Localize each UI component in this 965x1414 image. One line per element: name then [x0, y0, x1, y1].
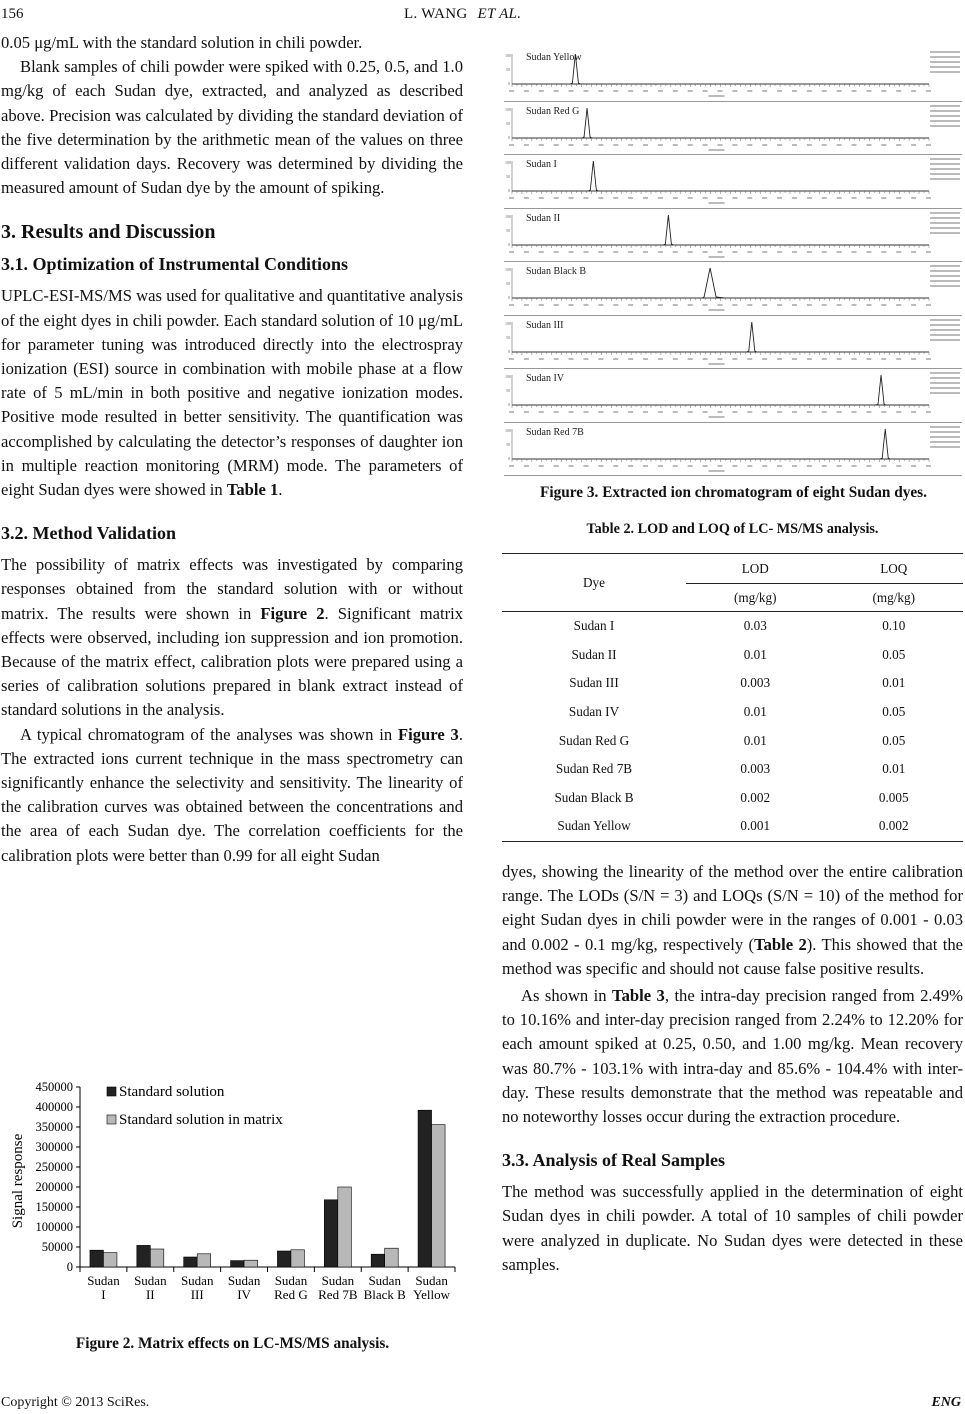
chromatogram-panel: [504, 209, 962, 263]
subsection-heading: 3.1. Optimization of Instrumental Conditions: [1, 254, 349, 275]
svg-text:350000: 350000: [35, 1120, 73, 1134]
cell-loq: 0.10: [882, 618, 906, 634]
text: . Significant matrix effects were observed, including ion suppression and ion promotion. Because of the matrix effect, calibration plots were prepared using a series of calibration solutions prepared in blank extract instead of standard solutions in the analysis.: [1, 603, 464, 720]
figure-2-bar-chart: [0, 1075, 470, 1320]
chromatogram-svg: [504, 369, 962, 421]
text: As shown in: [521, 986, 613, 1006]
chromatogram-panel: [504, 423, 962, 477]
svg-text:Black B: Black B: [363, 1287, 406, 1302]
chromatogram-panel: [504, 316, 962, 370]
svg-text:50: 50: [506, 120, 510, 126]
svg-text:50: 50: [506, 334, 510, 340]
table-2: [502, 553, 963, 842]
chromatogram-label: Sudan Red 7B: [526, 426, 584, 438]
chromatogram-info-box: [930, 319, 960, 344]
copyright: Copyright © 2013 SciRes.: [1, 1395, 150, 1410]
cell-lod: 0.01: [743, 646, 767, 662]
subsection-heading: 3.3. Analysis of Real Samples: [502, 1150, 726, 1171]
svg-text:Sudan: Sudan: [227, 1273, 261, 1288]
paragraph: [502, 984, 963, 1129]
section-heading: 3. Results and Discussion: [1, 221, 216, 244]
cell-dye: Sudan Red 7B: [555, 761, 633, 777]
cell-loq: 0.005: [878, 789, 909, 805]
chromatogram-label: Sudan Red G: [526, 105, 580, 117]
table-row: [502, 698, 963, 727]
svg-text:50: 50: [506, 388, 510, 393]
svg-text:150000: 150000: [35, 1200, 73, 1214]
left-column: [1, 31, 463, 868]
svg-text:200000: 200000: [35, 1180, 73, 1194]
svg-text:Standard solution in matrix: Standard solution in matrix: [119, 1112, 283, 1128]
text: ). This showed that the method was specific and should not cause false positive results.: [502, 934, 963, 978]
svg-text:250000: 250000: [35, 1160, 73, 1174]
svg-text:50: 50: [506, 281, 510, 286]
chromatogram-panel: [504, 262, 962, 316]
table-row: [502, 812, 963, 841]
svg-text:400000: 400000: [35, 1100, 73, 1114]
paragraph: Blank samples of chili powder were spiked with 0.25, 0.5, and 1.0 mg/kg of each Sudan dye, extracted, and analyzed as described above. Precision was calculated by dividing the standard deviation of the five determination by the arithmetic mean of the values on three different validation days. Recovery was determined by dividing the measured amount of Sudan dye by the amount of spiking.: [1, 57, 463, 198]
et-al: ET AL.: [477, 6, 522, 22]
table-row: [502, 612, 963, 641]
svg-text:50: 50: [506, 227, 510, 233]
text: .: [278, 480, 283, 500]
svg-text:0: 0: [508, 134, 510, 140]
cell-loq: 0.05: [882, 704, 906, 720]
svg-text:Standard solution: Standard solution: [119, 1084, 225, 1100]
svg-text:0: 0: [508, 455, 510, 461]
chromatogram-info-box: [930, 158, 960, 183]
cell-loq: 0.002: [825, 812, 964, 841]
svg-text:100: 100: [505, 213, 511, 219]
unit-header: (mg/kg): [686, 584, 825, 612]
svg-text:100: 100: [505, 160, 511, 165]
chromatogram-info-box: [930, 105, 960, 130]
svg-text:Sudan: Sudan: [415, 1273, 448, 1288]
chromatogram-label: Sudan Black B: [526, 266, 586, 277]
cell-dye: Sudan Red G: [558, 732, 630, 748]
cell-lod: 0.01: [743, 732, 767, 748]
chromatogram-info-box: [930, 372, 960, 397]
table-row: [502, 784, 963, 813]
paragraph: [1, 723, 463, 868]
cell-dye: Sudan Black B: [554, 789, 634, 805]
text: dyes, showing the linearity of the method over the entire calibration range. The LODs (S/N = 3) and LOQs (S/N = 10) of the method for eight Sudan dyes in chili powder were in the ranges of 0.001 - 0.03 and 0.002 - 0.1 mg/kg, respectively (: [502, 862, 963, 954]
text: A typical chromatogram of the analyses was shown in: [20, 724, 398, 744]
svg-text:50: 50: [506, 174, 510, 179]
svg-text:Sudan: Sudan: [87, 1273, 120, 1288]
svg-text:Red 7B: Red 7B: [318, 1287, 358, 1302]
svg-text:100: 100: [505, 53, 511, 58]
page-number: 156: [1, 6, 24, 22]
svg-text:Sudan: Sudan: [134, 1273, 167, 1288]
svg-text:Sudan: Sudan: [321, 1273, 355, 1288]
svg-text:III: III: [190, 1287, 204, 1302]
svg-text:100000: 100000: [35, 1220, 73, 1234]
svg-text:Sudan: Sudan: [180, 1273, 214, 1288]
svg-text:0: 0: [66, 1260, 73, 1274]
chromatogram-label: Sudan I: [526, 159, 557, 170]
chromatogram-label: Sudan IV: [526, 373, 565, 384]
chromatogram-panel: [504, 369, 962, 423]
cell-dye: Sudan Yellow: [502, 812, 686, 841]
cell-dye: Sudan II: [571, 646, 617, 662]
table-ref-link[interactable]: Table 2: [754, 934, 807, 954]
cell-lod: 0.03: [743, 618, 767, 634]
svg-text:0: 0: [508, 295, 510, 300]
column-header-loq: LOQ: [825, 554, 964, 584]
svg-text:Signal response: Signal response: [10, 1133, 26, 1229]
figure-ref-link[interactable]: Figure 3: [397, 724, 459, 744]
paragraph: The method was successfully applied in the determination of eight Sudan dyes in chili powder. A total of 10 samples of chili powder were analyzed in duplicate. No Sudan dyes were detected in these samples.: [502, 1182, 963, 1274]
svg-text:300000: 300000: [35, 1140, 73, 1154]
svg-text:0: 0: [508, 241, 510, 247]
chromatogram-panel: [504, 155, 962, 209]
cell-loq: 0.05: [882, 732, 906, 748]
svg-text:100: 100: [505, 267, 511, 272]
svg-text:450000: 450000: [35, 1080, 73, 1094]
table-ref-link[interactable]: Table 1: [226, 480, 279, 500]
chromatogram-label: Sudan Yellow: [526, 52, 582, 63]
table-row: [502, 641, 963, 670]
figure-ref-link[interactable]: Figure 2: [260, 603, 325, 623]
cell-lod: 0.003: [740, 761, 771, 777]
column-header-lod: LOD: [686, 554, 825, 584]
text: . The extracted ions current technique in the mass spectrometry can significantly enhance the selectivity and sensitivity. The linearity of the calibration curves was obtained between the concentrations and the area of each Sudan dye. The correlation coefficients for the calibration plots were better than 0.99 for all eight Sudan: [1, 724, 463, 865]
column-header-dye: Dye: [502, 554, 686, 612]
svg-text:IV: IV: [237, 1287, 251, 1302]
chromatogram-panel: [504, 102, 962, 156]
paragraph: [1, 553, 463, 722]
svg-text:50: 50: [506, 441, 510, 447]
text: , the intra-day precision ranged from 2.49% to 10.16% and inter-day precision ranged from 2.24% to 12.20% for each amount spiked at 0.25, 0.50, and 1.00 mg/kg. Mean recovery was 80.7% - 103.1% with intra-day and 85.6% - 104.4% with inter-day. These results demonstrate that the method was repeatable and no noteworthy losses occur during the extraction procedure.: [502, 986, 963, 1127]
text: The possibility of matrix effects was investigated by comparing responses obtained from the standard solution with or without matrix. The results were shown in: [1, 555, 463, 623]
cell-loq: 0.01: [882, 675, 906, 691]
svg-text:0: 0: [508, 402, 510, 407]
right-column: [502, 860, 963, 1277]
unit-header: (mg/kg): [825, 584, 964, 612]
chromatogram-info-box: [930, 51, 960, 76]
chromatogram-svg: [504, 209, 962, 261]
table-row: [502, 669, 963, 698]
cell-loq: 0.05: [882, 646, 906, 662]
chromatogram-info-box: [930, 426, 960, 451]
journal-abbrev: ENG: [931, 1395, 961, 1410]
svg-text:100: 100: [505, 374, 511, 379]
cell-dye: Sudan III: [569, 675, 619, 691]
running-author: [404, 6, 521, 23]
svg-text:100: 100: [505, 427, 511, 433]
table-ref-link[interactable]: Table 3: [612, 986, 665, 1006]
svg-text:II: II: [145, 1287, 155, 1302]
author-name: L. WANG: [404, 6, 468, 22]
figure-3-chromatograms: [504, 48, 962, 476]
text: UPLC-ESI-MS/MS was used for qualitative and quantitative analysis of the eight dyes in chili powder. Each standard solution of 10 μg/mL for parameter tuning was introduced directly into the electrospray ionization (ESI) source in combination with mobile phase at a flow rate of 5 mL/min in both positive and negative ionization modes. Positive mode resulted in better sensitivity. The quantification was accomplished by calculating the detector’s responses of daughter ion in multiple reaction monitoring (MRM) mode. The parameters of eight Sudan dyes were showed in: [1, 286, 463, 500]
cell-lod: 0.01: [743, 704, 767, 720]
svg-text:Yellow: Yellow: [413, 1287, 451, 1302]
cell-dye: Sudan I: [573, 618, 615, 634]
bar-chart-svg: [0, 1075, 470, 1320]
cell-dye: Sudan IV: [568, 704, 620, 720]
figure-2-caption: Figure 2. Matrix effects on LC-MS/MS analysis.: [75, 1335, 390, 1352]
table-2-caption: Table 2. LOD and LOQ of LC- MS/MS analysis.: [586, 521, 879, 537]
svg-text:0: 0: [508, 81, 510, 86]
chromatogram-label: Sudan II: [526, 212, 561, 224]
svg-text:Red G: Red G: [274, 1287, 308, 1302]
table-row: [502, 726, 963, 755]
svg-text:50: 50: [506, 67, 510, 72]
svg-text:100: 100: [505, 106, 511, 112]
cell-loq: 0.01: [882, 761, 906, 777]
svg-text:0: 0: [508, 188, 510, 193]
paragraph: [502, 860, 963, 981]
svg-text:50000: 50000: [41, 1240, 73, 1254]
cell-lod: 0.001: [686, 812, 825, 841]
chromatogram-panel: [504, 48, 962, 102]
svg-text:Sudan: Sudan: [368, 1273, 401, 1288]
table-row: [502, 755, 963, 784]
paragraph: 0.05 μg/mL with the standard solution in chili powder.: [1, 33, 363, 52]
svg-text:Sudan: Sudan: [274, 1273, 308, 1288]
svg-text:I: I: [101, 1287, 106, 1302]
chromatogram-label: Sudan III: [526, 319, 564, 331]
cell-lod: 0.002: [740, 789, 771, 805]
chromatogram-svg: [504, 155, 962, 207]
chromatogram-info-box: [930, 265, 960, 290]
svg-text:0: 0: [508, 348, 510, 354]
cell-lod: 0.003: [740, 675, 771, 691]
svg-text:100: 100: [505, 320, 511, 326]
chromatogram-info-box: [930, 212, 960, 237]
figure-3-caption: Figure 3. Extracted ion chromatogram of eight Sudan dyes.: [540, 484, 927, 501]
subsection-heading: 3.2. Method Validation: [1, 523, 177, 544]
paragraph: [1, 284, 463, 502]
chromatogram-svg: [504, 316, 962, 368]
